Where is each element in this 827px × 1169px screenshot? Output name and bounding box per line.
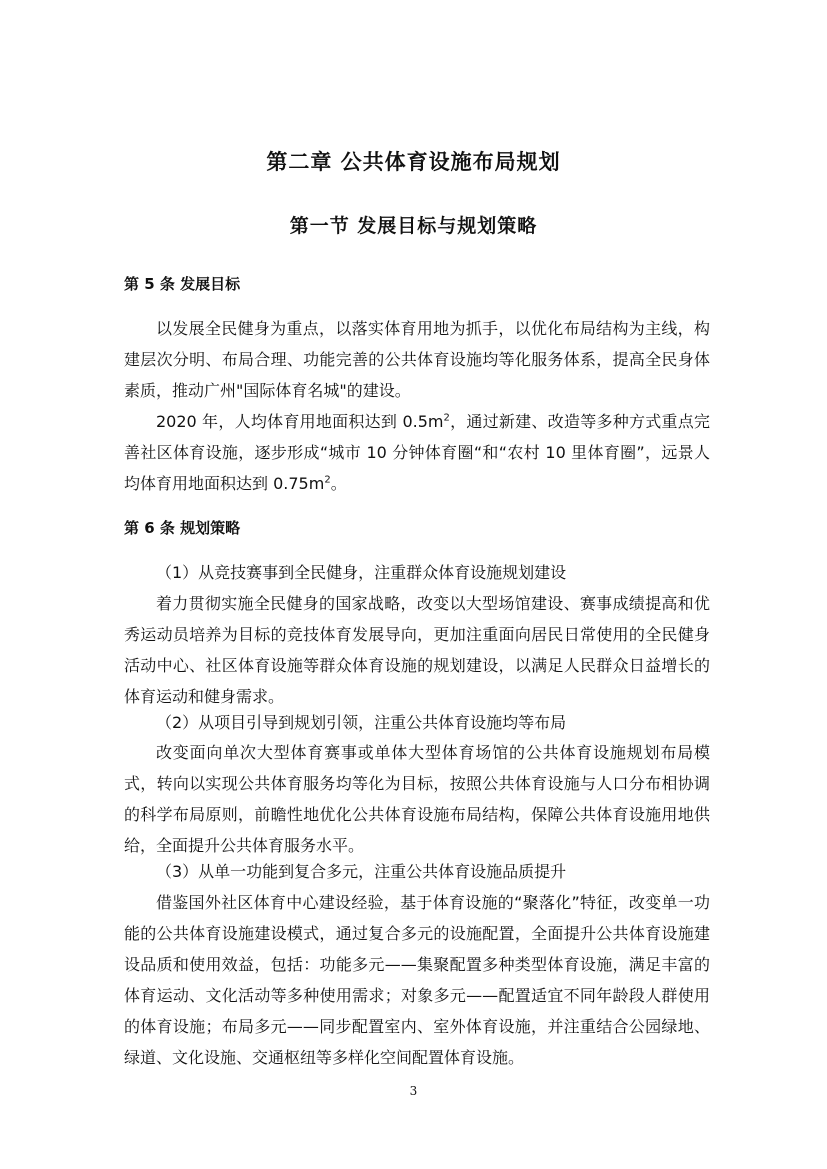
strategy-3-body: 借鉴国外社区体育中心建设经验，基于体育设施的“聚落化”特征，改变单一功能的公共体育设施建设模式，通过复合多元的设施配置，全面提升公共体育设施建设品质和使用效益，包括：功能多元——集聚配置多种类型体育设施，满足丰富的体育运动、文化活动等多种使用需求；对象多元——配置适宜不同年龄段人群使用的体育设施；布局多元——同步配置室内、室外体育设施，并注重结合公园绿地、绿道、文化设施、交通枢纽等多样化空间配置体育设施。 [124, 893, 710, 1067]
strategy-2-heading: （2）从项目引导到规划引领，注重公共体育设施均等布局 [156, 713, 567, 732]
strategy-3-heading: （3）从单一功能到复合多元，注重公共体育设施品质提升 [156, 862, 567, 881]
article-6-heading: 第 6 条 规划策略 [124, 519, 241, 537]
article-5-heading: 第 5 条 发展目标 [124, 275, 241, 293]
section-title: 第一节 发展目标与规划策略 [289, 215, 538, 237]
strategy-1-heading: （1）从竞技赛事到全民健身，注重群众体育设施规划建设 [156, 563, 567, 582]
strategy-2-body: 改变面向单次大型体育赛事或单体大型体育场馆的公共体育设施规划布局模式，转向以实现公共体育服务均等化为目标，按照公共体育设施与人口分布相协调的科学布局原则，前瞻性地优化公共体育设施布局结构，保障公共体育设施用地供给，全面提升公共体育服务水平。 [124, 743, 710, 855]
article-5-paragraph-1: 以发展全民健身为重点，以落实体育用地为抓手，以优化布局结构为主线，构建层次分明、布局合理、功能完善的公共体育设施均等化服务体系，提高全民身体素质，推动广州"国际体育名城"的建设。 [124, 319, 710, 400]
chapter-title: 第二章 公共体育设施布局规划 [266, 150, 561, 174]
strategy-1-body: 着力贯彻实施全民健身的国家战略，改变以大型场馆建设、赛事成绩提高和优秀运动员培养为目标的竞技体育发展导向，更加注重面向居民日常使用的全民健身活动中心、社区体育设施等群众体育设施的规划建设，以满足人民群众日益增长的体育运动和健身需求。 [124, 594, 710, 706]
article-5-paragraph-2: 2020 年，人均体育用地面积达到 $0.5m^2$，通过新建、改造等多种方式重点完善社区体育设施，逐步形成“城市 10 分钟体育圈“和“农村 10 里体育圈”，远景人均体育用地面积达到 $0.75m^2$。 [124, 412, 710, 493]
page-number: 3 [409, 1084, 418, 1098]
